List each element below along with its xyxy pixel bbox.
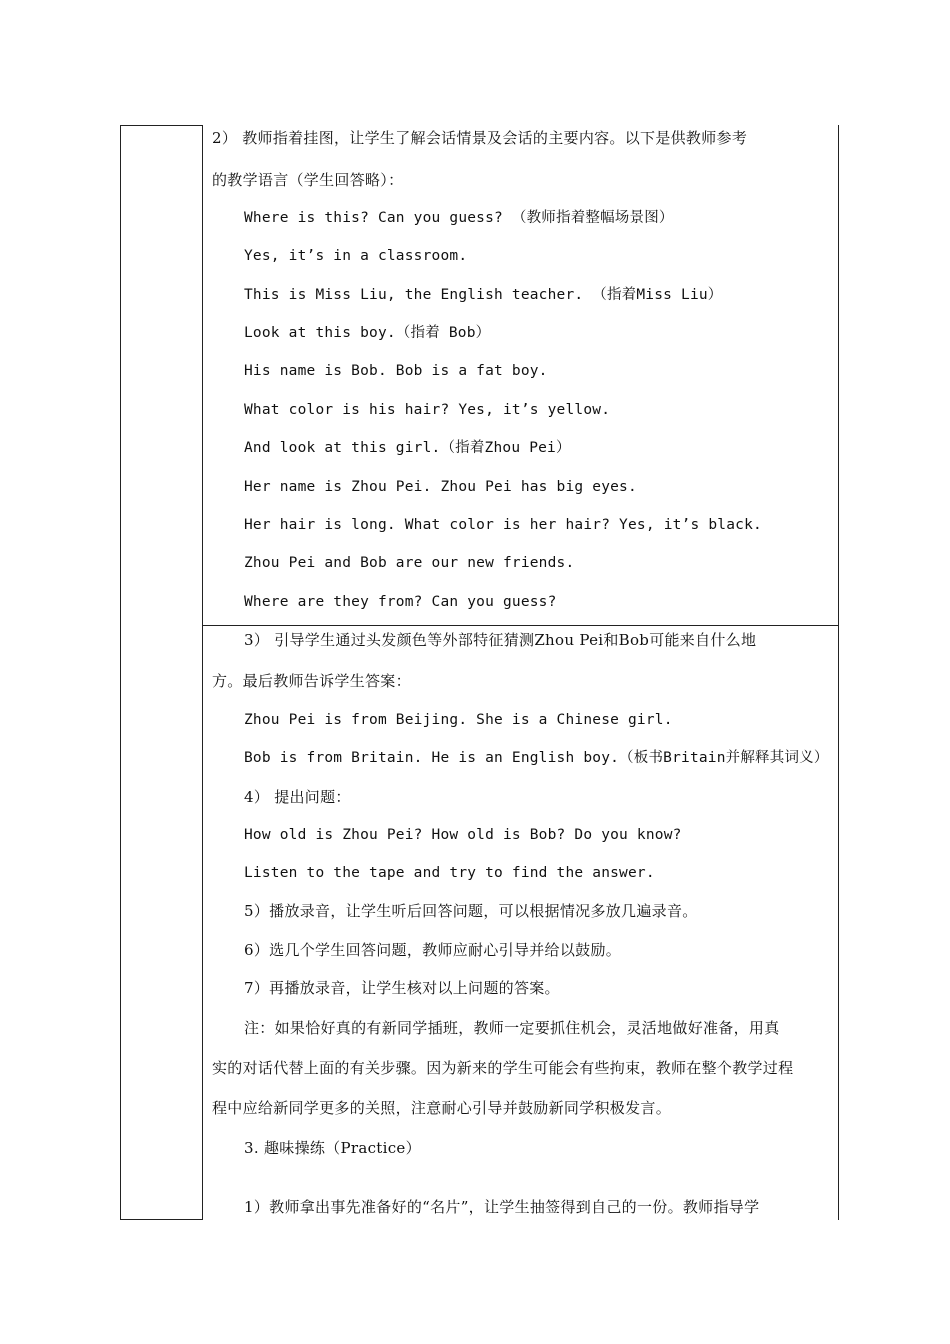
note-line-1: 注：如果恰好真的有新同学插班，教师一定要抓住机会，灵活地做好准备，用真 xyxy=(244,1019,780,1037)
answer-line-1: Zhou Pei is from Beijing. She is a Chinese girl. xyxy=(244,712,673,728)
table-column-divider xyxy=(202,125,203,1220)
item-7: 7）再播放录音，让学生核对以上问题的答案。 xyxy=(244,979,560,997)
dialogue-line-3: This is Miss Liu, the English teacher. （指着Miss Liu） xyxy=(244,287,723,303)
item-5: 5）播放录音，让学生听后回答问题，可以根据情况多放几遍录音。 xyxy=(244,902,698,920)
dialogue-line-5: His name is Bob. Bob is a fat boy. xyxy=(244,363,548,379)
question-line-1: How old is Zhou Pei? How old is Bob? Do you know? xyxy=(244,827,682,843)
practice-item-1: 1）教师拿出事先准备好的“名片”，让学生抽签得到自己的一份。教师指导学 xyxy=(244,1198,760,1216)
dialogue-line-4: Look at this boy.（指着 Bob） xyxy=(244,325,491,341)
item-6: 6）选几个学生回答问题，教师应耐心引导并给以鼓励。 xyxy=(244,941,622,959)
table-bottom-left-border xyxy=(120,1219,203,1220)
dialogue-line-6: What color is his hair? Yes, it’s yellow. xyxy=(244,402,611,418)
table-top-left-border xyxy=(120,125,203,126)
dialogue-line-8: Her name is Zhou Pei. Zhou Pei has big eyes. xyxy=(244,479,637,495)
practice-heading: 3. 趣味操练（Practice） xyxy=(244,1139,421,1157)
item-3-line-1: 3） 引导学生通过头发颜色等外部特征猜测Zhou Pei和Bob可能来自什么地 xyxy=(244,631,757,649)
dialogue-line-9: Her hair is long. What color is her hair? Yes, it’s black. xyxy=(244,517,762,533)
table-right-border xyxy=(838,125,839,1220)
item-2-line-1: 2） 教师指着挂图，让学生了解会话情景及会话的主要内容。以下是供教师参考 xyxy=(212,129,748,147)
dialogue-line-2: Yes, it’s in a classroom. xyxy=(244,248,468,264)
question-line-2: Listen to the tape and try to find the answer. xyxy=(244,865,655,881)
item-2-line-2: 的教学语言（学生回答略）： xyxy=(212,171,404,189)
dialogue-line-10: Zhou Pei and Bob are our new friends. xyxy=(244,555,575,571)
table-left-border xyxy=(120,125,121,1220)
note-line-3: 程中应给新同学更多的关照，注意耐心引导并鼓励新同学积极发言。 xyxy=(212,1099,672,1117)
dialogue-line-11: Where are they from? Can you guess? xyxy=(244,594,557,610)
answer-line-2: Bob is from Britain. He is an English boy.（板书Britain并解释其词义） xyxy=(244,750,829,766)
dialogue-line-7: And look at this girl.（指着Zhou Pei） xyxy=(244,440,571,456)
table-row-divider xyxy=(202,625,839,626)
item-3-line-2: 方。最后教师告诉学生答案： xyxy=(212,672,411,690)
note-line-2: 实的对话代替上面的有关步骤。因为新来的学生可能会有些拘束，教师在整个教学过程 xyxy=(212,1059,794,1077)
item-4: 4） 提出问题： xyxy=(244,788,351,806)
dialogue-line-1: Where is this? Can you guess? （教师指着整幅场景图） xyxy=(244,210,674,226)
